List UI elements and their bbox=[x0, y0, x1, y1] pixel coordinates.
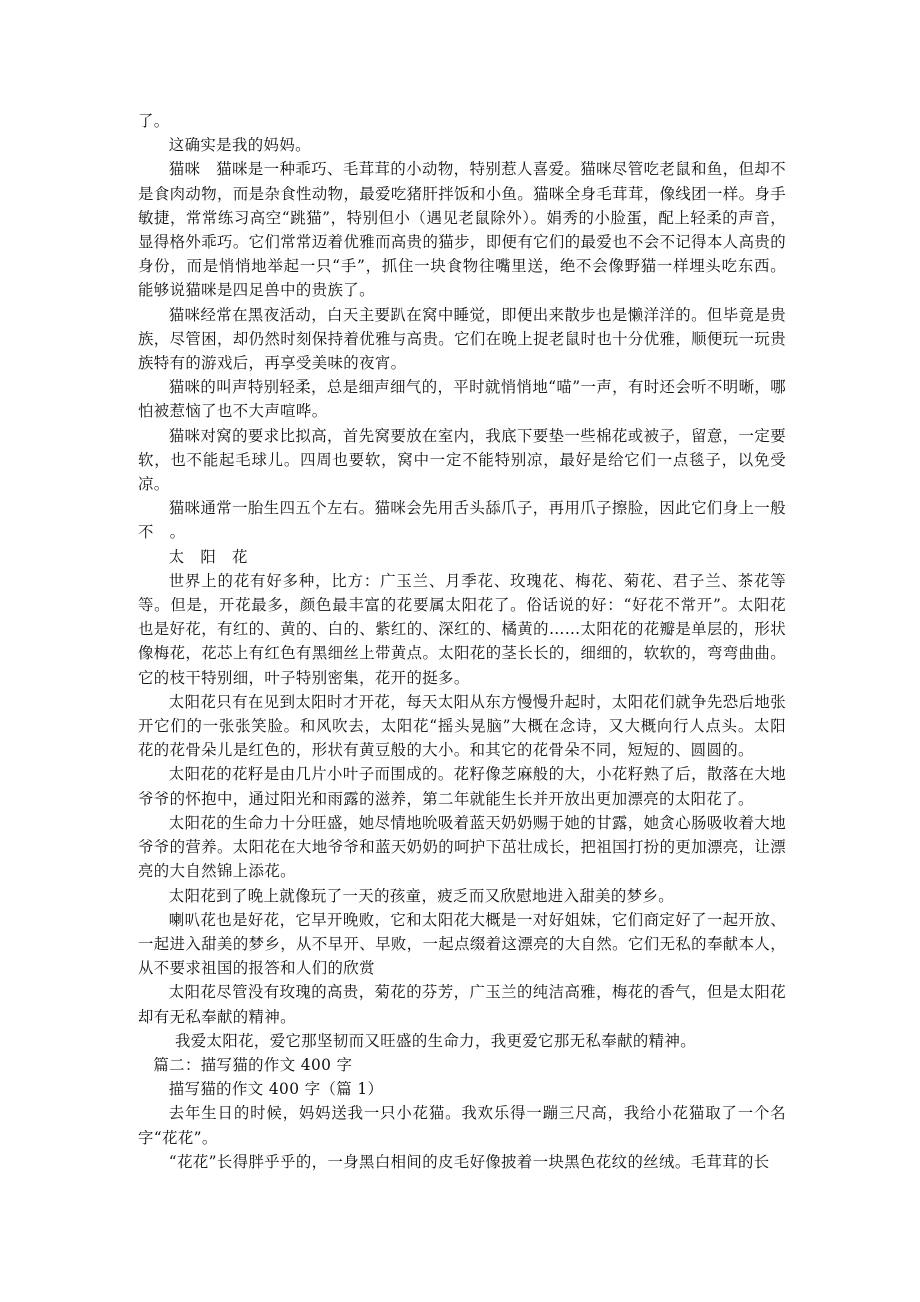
document-body bbox=[138, 109, 786, 1174]
paragraph: 猫咪通常一胎生四五个左右。猫咪会先用舌头舔爪子，再用爪子擦脸，因此它们身上一般不 。 bbox=[138, 499, 786, 542]
paragraph: 这确实是我的妈妈。 bbox=[168, 136, 311, 155]
section-title: 篇二：描写猫的作文 400 字 bbox=[153, 1055, 353, 1074]
paragraph: 太阳花的花籽是由几片小叶子而围成的。花籽像芝麻般的大，小花籽熟了后，散落在大地爷爷的怀抱中，通过阳光和雨露的滋养，第二年就能生长并开放出更加漂亮的太阳花了。 bbox=[138, 765, 786, 808]
paragraph: 喇叭花也是好花，它早开晚败，它和太阳花大概是一对好姐妹，它们商定好了一起开放、一起进入甜美的梦乡，从不早开、早败，一起点缀着这漂亮的大自然。它们无私的奉献本人，从不要求祖国的报答和人们的欣赏 bbox=[138, 910, 786, 978]
paragraph: 太阳花到了晚上就像玩了一天的孩童，疲乏而又欣慰地进入甜美的梦乡。 bbox=[168, 886, 675, 905]
paragraph: 我爱太阳花，爱它那坚韧而又旺盛的生命力，我更爱它那无私奉献的精神。 bbox=[174, 1031, 697, 1050]
paragraph: 了。 bbox=[138, 112, 170, 130]
paragraph: 猫咪的叫声特别轻柔，总是细声细气的，平时就悄悄地“喵”一声，有时还会听不明晰，哪怕被惹恼了也不大声喧哗。 bbox=[138, 378, 786, 421]
paragraph: 去年生日的时候，妈妈送我一只小花猫。我欢乐得一蹦三尺高，我给小花猫取了一个名字“花花”。 bbox=[138, 1104, 786, 1147]
paragraph: 猫咪经常在黑夜活动，白天主要趴在窝中睡觉，即便出来散步也是懒洋洋的。但毕竟是贵族，尽管困，却仍然时刻保持着优雅与高贵。它们在晚上捉老鼠时也十分优雅，顺便玩一玩贵族特有的游戏后，再享受美味的夜宵。 bbox=[138, 305, 786, 373]
paragraph: 猫咪 猫咪是一种乖巧、毛茸茸的小动物，特别惹人喜爱。猫咪尽管吃老鼠和鱼，但却不是食肉动物，而是杂食性动物，最爱吃猪肝拌饭和小鱼。猫咪全身毛茸茸，像线团一样。身手敏捷，常常练习高空“跳猫”，特别但小（遇见老鼠除外）。娟秀的小脸蛋，配上轻柔的声音，显得格外乖巧。它们常常迈着优雅而高贵的猫步，即便有它们的最爱也不会不记得本人高贵的身份，而是悄悄地举起一只“手”，抓住一块食物往嘴里送，绝不会像野猫一样埋头吃东西。能够说猫咪是四足兽中的贵族了。 bbox=[138, 160, 786, 300]
paragraph: 太阳花只有在见到太阳时才开花，每天太阳从东方慢慢升起时，太阳花们就争先恐后地张开它们的一张张笑脸。和风吹去，太阳花“摇头晃脑”大概在念诗，又大概向行人点头。太阳花的花骨朵儿是红色的，形状有黄豆般的大小。和其它的花骨朵不同，短短的、圆圆的。 bbox=[138, 692, 786, 760]
section-heading: 太 阳 花 bbox=[168, 547, 248, 566]
paragraph: 太阳花尽管没有玫瑰的高贵，菊花的芬芳，广玉兰的纯洁高雅，梅花的香气，但是太阳花却有无私奉献的精神。 bbox=[138, 983, 786, 1026]
paragraph: “花花”长得胖乎乎的，一身黑白相间的皮毛好像披着一块黑色花纹的丝绒。毛茸茸的长 bbox=[168, 1152, 770, 1171]
paragraph: 世界上的花有好多种，比方：广玉兰、月季花、玫瑰花、梅花、菊花、君子兰、茶花等等。但是，开花最多，颜色最丰富的花要属太阳花了。俗话说的好：“好花不常开”。太阳花也是好花，有红的、黄的、白的、紫红的、深红的、橘黄的……太阳花的花瓣是单层的，形状像梅花，花芯上有红色有黑细丝上带黄点。太阳花的茎长长的，细细的，软软的，弯弯曲曲。它的枝干特别细，叶子特别密集，花开的挺多。 bbox=[138, 571, 786, 687]
paragraph: 猫咪对窝的要求比拟高，首先窝要放在室内，我底下要垫一些棉花或被子，留意，一定要软，也不能起毛球儿。四周也要软，窝中一定不能特别凉，最好是给它们一点毯子，以免受凉。 bbox=[138, 426, 786, 494]
paragraph: 太阳花的生命力十分旺盛，她尽情地吮吸着蓝天奶奶赐于她的甘露，她贪心肠吸收着大地爷爷的营养。太阳花在大地爷爷和蓝天奶奶的呵护下茁壮成长，把祖国打扮的更加漂亮，让漂亮的大自然锦上添花。 bbox=[138, 813, 786, 881]
subsection-title: 描写猫的作文 400 字（篇 1） bbox=[168, 1080, 384, 1099]
